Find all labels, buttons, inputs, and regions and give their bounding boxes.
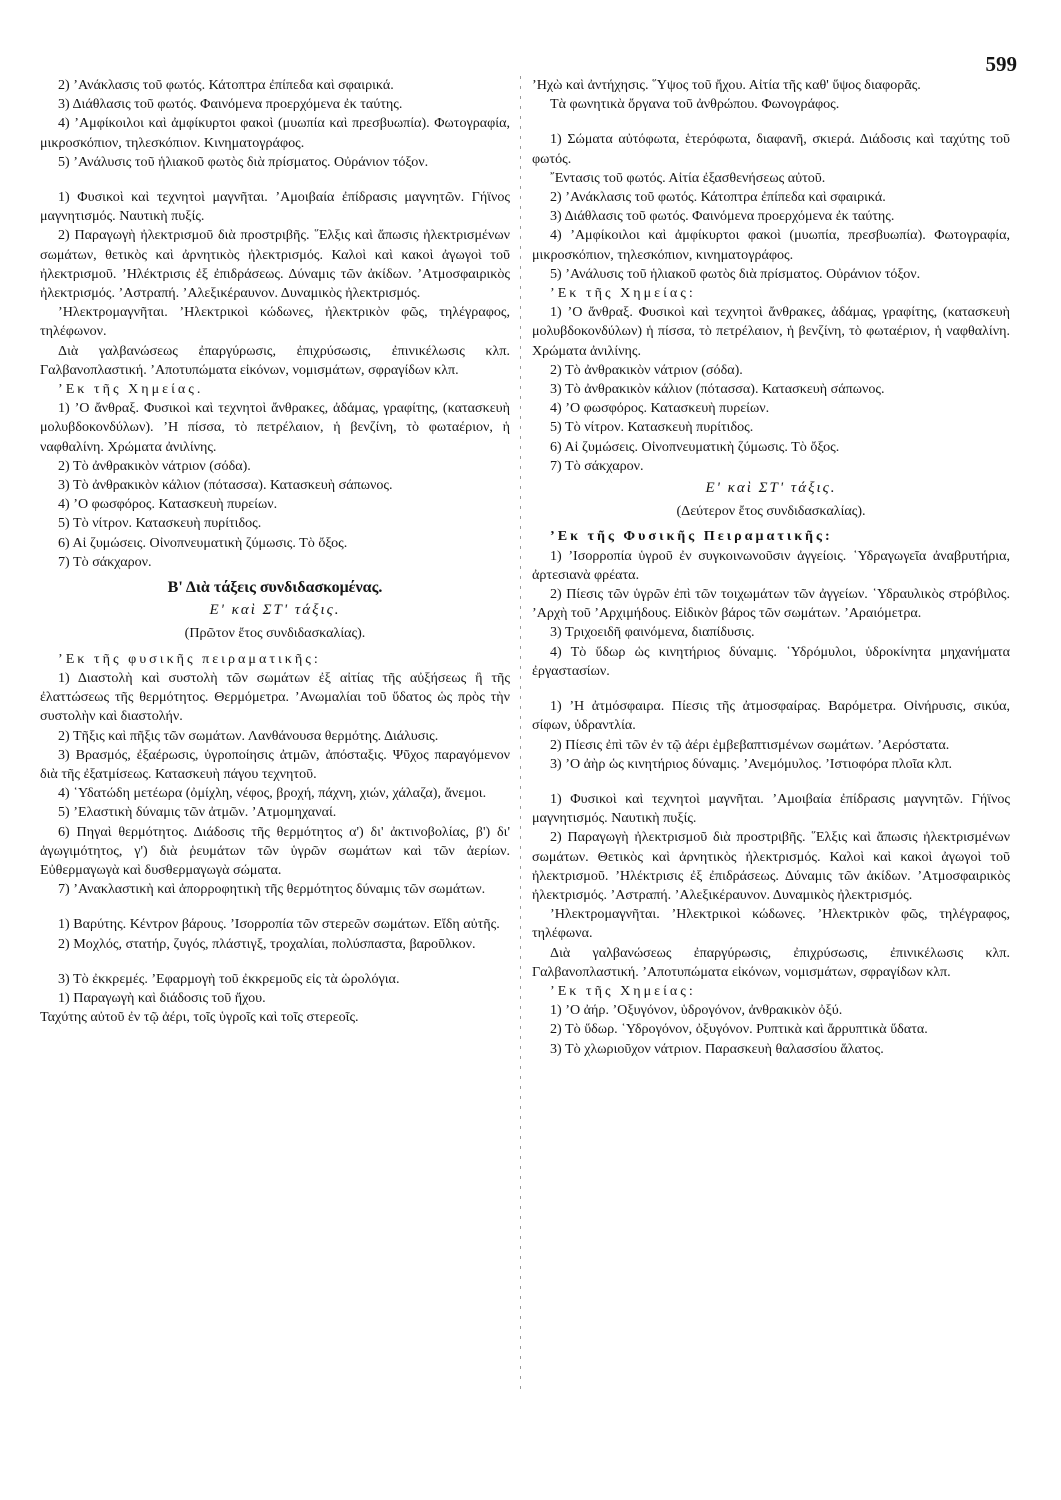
- section-gap: [40, 954, 510, 970]
- paragraph: 1) Διαστολὴ καὶ συστολὴ τῶν σωμάτων ἐξ αἰτίας τῆς αὐξήσεως ἢ τῆς ἐλαττώσεως τῆς θερμότητος. Θερμόμετρα. ’Ανωμαλίαι τοῦ ὕδατος ὡς πρὸς τὴν συστολὴν καὶ διαστολήν.: [40, 669, 510, 725]
- section-gap: [532, 681, 1010, 697]
- paragraph: 4) ’Αμφίκοιλοι καὶ ἀμφίκυρτοι φακοὶ (μυωπία καὶ πρεσβυωπία). Φωτογραφία, μικροσκόπιον, τηλεσκόπιον. Κινηματογράφος.: [40, 115, 510, 151]
- section-heading: Ε' καὶ ΣΤ' τάξις.: [209, 602, 341, 619]
- paragraph: 5) ’Ανάλυσις τοῦ ἡλιακοῦ φωτὸς διὰ πρίσματος. Οὐράνιον τόξον.: [58, 153, 429, 170]
- paragraph: 2) Παραγωγὴ ἠλεκτρισμοῦ διὰ προστριβῆς. ῞Ελξις καὶ ἄπωσις ἠλεκτρισμένων σωμάτων, θετικὸς καὶ ἀρνητικὸς ἠλεκτρισμός. Καλοὶ καὶ κακοὶ ἀγωγοὶ τοῦ ἠλεκτρισμοῦ. ’Ηλέκτρισις ἐξ ἐπιδράσεως. Δύναμις τῶν ἀκίδων. ’Ατμοσφαιρικὸς ἠλεκτρισμός. ’Αστραπή. ’Αλεξικέραυνον. Δυναμικὸς ἠλεκτρισμός.: [40, 227, 510, 302]
- subject-heading: ’Εκ τῆς Χημείας:: [550, 285, 696, 302]
- paragraph: 1) ’Ισορροπία ὑγροῦ ἐν συγκοινωνοῦσιν ἀγγείοις. ῾Υδραγωγεῖα ἀναβρυτήρια, ἀρτεσιανὰ φρέατα.: [532, 547, 1010, 583]
- paragraph: 1) ’Ο ἄνθραξ. Φυσικοὶ καὶ τεχνητοὶ ἄνθρακες, ἀδάμας, γραφίτης, (κατασκευὴ μολυβδοκονδύλων). ’Η πίσσα, τὸ πετρέλαιον, ἡ βενζίνη, τὸ φωταέριον, ἡ ναφθαλίνη. Χρώματα ἀνιλίνης.: [40, 400, 510, 455]
- paragraph: 1) Φυσικοὶ καὶ τεχνητοὶ μαγνῆται. ’Αμοιβαία ἐπίδρασις μαγνητῶν. Γήϊνος μαγνητισμός. Ναυτικὴ πυξίς.: [532, 790, 1010, 827]
- paragraph: ’Ηχὼ καὶ ἀντήχησις. ῞Υψος τοῦ ἤχου. Αἰτία τῆς καθ' ὕψος διαφορᾶς.: [532, 77, 921, 93]
- paragraph: 3) Διάθλασις τοῦ φωτός. Φαινόμενα προερχόμενα ἐκ ταύτης.: [550, 208, 895, 225]
- section-gap: [40, 172, 510, 188]
- paragraph: 3) ’Ο ἀὴρ ὡς κινητήριος δύναμις. ’Ανεμόμυλος. ’Ιστιοφόρα πλοῖα κλπ.: [550, 755, 952, 772]
- paragraph: 2) Πίεσις ἐπὶ τῶν ἐν τῷ ἀέρι ἐμβεβαπτισμένων σωμάτων. ’Αερόστατα.: [550, 736, 950, 753]
- paragraph: 6) Αἱ ζυμώσεις. Οἰνοπνευματικὴ ζύμωσις. Τὸ ὄξος.: [58, 534, 348, 551]
- paragraph: 3) Τριχοειδῆ φαινόμενα, διαπίδυσις.: [550, 624, 755, 641]
- paragraph: Διὰ γαλβανώσεως ἐπαργύρωσις, ἐπιχρύσωσις, ἐπινικέλωσις κλπ. Γαλβανοπλαστική. ’Αποτυπώματα εἰκόνων, νομισμάτων, σφραγίδων κλπ.: [40, 342, 510, 378]
- section-gap: [40, 899, 510, 915]
- paragraph: Ταχύτης αὐτοῦ ἐν τῷ ἀέρι, τοῖς ὑγροῖς καὶ τοῖς στερεοῖς.: [40, 1009, 359, 1026]
- paragraph: 1) Σώματα αὐτόφωτα, ἑτερόφωτα, διαφανῆ, σκιερά. Διάδοσις καὶ ταχύτης τοῦ φωτός.: [532, 131, 1010, 167]
- page-number: 599: [985, 52, 1017, 76]
- paragraph: Διὰ γαλβανώσεως ἐπαργύρωσις, ἐπιχρύσωσις, ἐπινικέλωσις κλπ. Γαλβανοπλαστική. ’Αποτυπώματα εἰκόνων, νομισμάτων, σφραγίδων κλπ.: [532, 944, 1010, 980]
- paragraph: 2) Τὸ ἀνθρακικὸν νάτριον (σόδα).: [550, 361, 743, 378]
- paragraph: 2) Παραγωγὴ ἠλεκτρισμοῦ διὰ προστριβῆς. ῞Ελξις καὶ ἄπωσις ἠλεκτρισμένων σωμάτων. Θετικὸς καὶ ἀρνητικὸς ἠλεκτρισμός. Καλοὶ καὶ κακοὶ ἀγωγοὶ τοῦ ἠλεκτρισμοῦ. ’Ηλέκτρισις ἐξ ἐπιδράσεως. Δύναμις τῶν ἀκίδων. ’Ατμοσφαιρικὸς ἠλεκτρισμός. ’Αστραπή. ’Αλεξικέραυνον. Δυναμικὸς ἠλεκτρισμός.: [532, 829, 1010, 903]
- paragraph: 3) Διάθλασις τοῦ φωτός. Φαινόμενα προερχόμενα ἐκ ταύτης.: [58, 96, 403, 113]
- paragraph: 3) Τὸ ἀνθρακικὸν κάλιον (πότασσα). Κατασκευὴ σάπωνος.: [58, 477, 393, 494]
- section-gap: [532, 774, 1010, 790]
- paragraph: ῎Εντασις τοῦ φωτός. Αἰτία ἐξασθενήσεως αὐτοῦ.: [550, 169, 826, 186]
- paragraph: 1) ’Η ἀτμόσφαιρα. Πίεσις τῆς ἀτμοσφαίρας. Βαρόμετρα. Οἰνήρυσις, σικύα, σίφων, ὑδραντλία.: [532, 698, 1010, 734]
- paragraph: 1) Παραγωγὴ καὶ διάδοσις τοῦ ἤχου.: [58, 989, 266, 1006]
- right-column: [532, 76, 1010, 1059]
- paragraph: 3) Βρασμός, ἐξαέρωσις, ὑγροποίησις ἀτμῶν, ἀπόσταξις. Ψῦχος παραγόμενον διὰ τῆς ἐξατμίσεως. Κατασκευὴ πάγου τεχνητοῦ.: [40, 746, 510, 782]
- paragraph: 3) Τὸ ἐκκρεμές. ’Εφαρμογὴ τοῦ ἐκκρεμοῦς εἰς τὰ ὡρολόγια.: [58, 970, 400, 987]
- paragraph: 4) Τὸ ὕδωρ ὡς κινητήριος δύναμις. ῾Υδρόμυλοι, ὑδροκίνητα μηχανήματα ἐργαστασίων.: [532, 643, 1010, 679]
- paragraph: 7) Τὸ σάκχαρον.: [58, 553, 152, 570]
- paragraph: ’Ηλεκτρομαγνῆται. ’Ηλεκτρικοὶ κώδωνες. ’Ηλεκτρικὸν φῶς, τηλέγραφος, τηλέφωνα.: [532, 906, 1010, 942]
- subject-heading: ’Εκ τῆς Χημείας.: [58, 381, 204, 398]
- paragraph: 7) ’Ανακλαστικὴ καὶ ἀπορροφητικὴ τῆς θερμότητος δύναμις τῶν σωμάτων.: [58, 881, 486, 898]
- subject-heading: ’Εκ τῆς φυσικῆς πειραματικῆς:: [58, 650, 321, 667]
- paragraph: 3) Τὸ χλωριοῦχον νάτριον. Παρασκευὴ θαλασσίου ἅλατος.: [550, 1040, 884, 1057]
- section-heading: Β' Διὰ τάξεις συνδιδασκομένας.: [167, 579, 383, 597]
- paragraph: 5) ’Ελαστικὴ δύναμις τῶν ἀτμῶν. ’Ατμομηχαναί.: [58, 804, 337, 821]
- section-heading: (Πρῶτον ἔτος συνδιδασκαλίας).: [184, 625, 366, 642]
- paragraph: Τὰ φωνητικὰ ὄργανα τοῦ ἀνθρώπου. Φωνογράφος.: [550, 96, 840, 113]
- paragraph: 4) ’Ο φωσφόρος. Κατασκευὴ πυρείων.: [550, 400, 770, 417]
- paragraph: 1) Φυσικοὶ καὶ τεχνητοὶ μαγνῆται. ’Αμοιβαία ἐπίδρασις μαγνητῶν. Γήϊνος μαγνητισμός. Ναυτικὴ πυξίς.: [40, 189, 510, 225]
- paragraph: 2) ’Ανάκλασις τοῦ φωτός. Κάτοπτρα ἐπίπεδα καὶ σφαιρικά.: [550, 189, 886, 206]
- paragraph: 2) Τὸ ὕδωρ. ῾Υδρογόνον, ὀξυγόνον. Ρυπτικὰ καὶ ἄρρυπτικὰ ὕδατα.: [550, 1021, 928, 1038]
- column-divider: [520, 76, 521, 1396]
- subject-heading: ’Εκ τῆς Φυσικῆς Πειραματικῆς:: [550, 528, 833, 545]
- paragraph: 2) Τὸ ἀνθρακικὸν νάτριον (σόδα).: [58, 457, 251, 474]
- paragraph: ’Ηλεκτρομαγνῆται. ’Ηλεκτρικοὶ κώδωνες, ἠλεκτρικὸν φῶς, τηλέγραφος, τηλέφωνον.: [40, 304, 510, 340]
- paragraph: 6) Αἱ ζυμώσεις. Οἰνοπνευματικὴ ζύμωσις. Τὸ ὄξος.: [550, 438, 840, 455]
- paragraph: 1) Βαρύτης. Κέντρον βάρους. ’Ισορροπία τῶν στερεῶν σωμάτων. Εἴδη αὐτῆς.: [58, 916, 500, 933]
- paragraph: 5) ’Ανάλυσις τοῦ ἡλιακοῦ φωτὸς διὰ πρίσματος. Οὐράνιον τόξον.: [550, 265, 921, 282]
- paragraph: 2) Τῆξις καὶ πῆξις τῶν σωμάτων. Λανθάνουσα θερμότης. Διάλυσις.: [58, 727, 439, 744]
- paragraph: 2) Πίεσις τῶν ὑγρῶν ἐπὶ τῶν τοιχωμάτων τῶν ἀγγείων. ῾Υδραυλικὸς στρόβιλος. ’Αρχὴ τοῦ ’Αρχιμήδους. Εἰδικὸν βάρος τῶν σωμάτων. ’Αραιόμετρα.: [532, 586, 1010, 622]
- paragraph: 5) Τὸ νίτρον. Κατασκευὴ πυρίτιδος.: [58, 515, 262, 532]
- paragraph: 4) ῾Υδατώδη μετέωρα (ὀμίχλη, νέφος, βροχή, πάχνη, χιών, χάλαζα), ἄνεμοι.: [58, 785, 487, 802]
- paragraph: 6) Πηγαὶ θερμότητος. Διάδοσις τῆς θερμότητος α') δι' ἀκτινοβολίας, β') δι' ἀγωγιμότητος, γ') διὰ ῥευμάτων τῶν ὑγρῶν σωμάτων καὶ τῶν ἀερίων. Εὐθερμαγωγὰ καὶ δυσθερμαγωγὰ σώματα.: [40, 823, 510, 878]
- section-heading: (Δεύτερον ἔτος συνδιδασκαλίας).: [676, 503, 866, 520]
- section-heading: Ε' καὶ ΣΤ' τάξις.: [705, 480, 837, 497]
- section-gap: [532, 114, 1010, 130]
- paragraph: 4) ’Αμφίκοιλοι καὶ ἀμφίκυρτοι φακοὶ (μυωπία, πρεσβυωπία). Φωτογραφία, μικροσκόπιον, τηλεσκόπιον, κινηματογράφος.: [532, 227, 1010, 263]
- paragraph: 5) Τὸ νίτρον. Κατασκευὴ πυρίτιδος.: [550, 419, 754, 436]
- paragraph: 7) Τὸ σάκχαρον.: [550, 457, 644, 474]
- paragraph: 1) ’Ο ἀήρ. ’Οξυγόνον, ὑδρογόνον, ἀνθρακικὸν ὀξύ.: [550, 1002, 843, 1019]
- paragraph: 1) ’Ο ἄνθραξ. Φυσικοὶ καὶ τεχνητοὶ ἄνθρακες, ἀδάμας, γραφίτης, (κατασκευὴ μολυβδοκονδύλων) ἡ πίσσα, τὸ πετρέλαιον, ἡ βενζίνη, τὸ φωταέριον, ἡ ναφθαλίνη. Χρώματα ἀνιλίνης.: [532, 304, 1010, 359]
- paragraph: 2) Μοχλός, στατήρ, ζυγός, πλάστιγξ, τροχαλίαι, πολύσπαστα, βαροῦλκον.: [58, 935, 476, 952]
- left-column: [40, 76, 510, 1027]
- paragraph: 2) ’Ανάκλασις τοῦ φωτός. Κάτοπτρα ἐπίπεδα καὶ σφαιρικά.: [58, 77, 394, 93]
- paragraph: 4) ’Ο φωσφόρος. Κατασκευὴ πυρείων.: [58, 496, 278, 513]
- subject-heading: ’Εκ τῆς Χημείας:: [550, 982, 696, 999]
- paragraph: 3) Τὸ ἀνθρακικὸν κάλιον (πότασσα). Κατασκευὴ σάπωνος.: [550, 381, 885, 398]
